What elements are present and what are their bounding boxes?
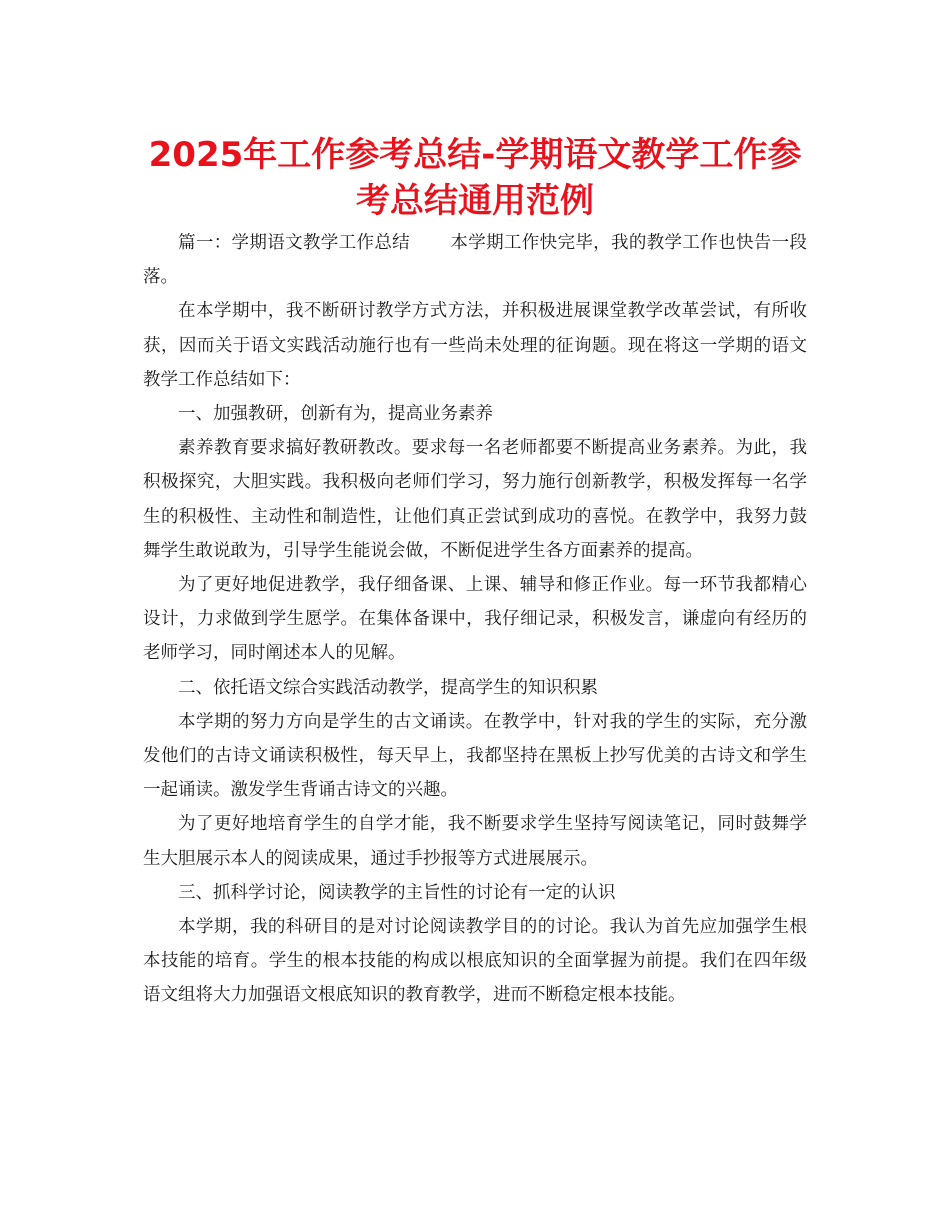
paragraph-2: 素养教育要求搞好教研教改。要求每一名老师都要不断提高业务素养。为此，我积极探究，大胆实践。我积极向老师们学习，努力施行创新教学，积极发挥每一名学生的积极性、主动性和制造性，让他们真正尝试到成功的喜悦。在教学中，我努力鼓舞学生敢说敢为，引导学生能说会做，不断促进学生各方面素养的提高。 — [143, 438, 807, 561]
intro-text: 本学期工作快完毕，我的教学工作也快告一段落。 — [143, 233, 807, 288]
section-heading-2: 二、依托语文综合实践活动教学，提高学生的知识积累 — [178, 677, 598, 698]
intro-paragraph — [143, 226, 807, 294]
document-body — [143, 226, 807, 1013]
paragraph-5: 为了更好地培育学生的自学才能，我不断要求学生坚持写阅读笔记，同时鼓舞学生大胆展示本人的阅读成果，通过手抄报等方式进展展示。 — [143, 814, 807, 869]
document-title: 2025年工作参考总结-学期语文教学工作参考总结通用范例 — [148, 135, 802, 221]
paragraph-6: 本学期，我的科研目的是对讨论阅读教学目的的讨论。我认为首先应加强学生根本技能的培育。学生的根本技能的构成以根底知识的全面掌握为前提。我们在四年级语文组将大力加强语文根底知识的教育教学，进而不断稳定根本技能。 — [143, 917, 807, 1006]
intro-heading: 篇一：学期语文教学工作总结 — [178, 233, 411, 253]
paragraph-1: 在本学期中，我不断研讨教学方式方法，并积极进展课堂教学改革尝试，有所收获，因而关于语文实践活动施行也有一些尚未处理的征询题。现在将这一学期的语文教学工作总结如下： — [143, 301, 807, 390]
section-heading-3: 三、抓科学讨论，阅读教学的主旨性的讨论有一定的认识 — [178, 882, 616, 903]
section-heading-1: 一、加强教研，创新有为，提高业务素养 — [178, 404, 493, 425]
paragraph-4: 本学期的努力方向是学生的古文诵读。在教学中，针对我的学生的实际，充分激发他们的古诗文诵读积极性，每天早上，我都坚持在黑板上抄写优美的古诗文和学生一起诵读。激发学生背诵古诗文的兴趣。 — [143, 711, 807, 801]
paragraph-3: 为了更好地促进教学，我仔细备课、上课、辅导和修正作业。每一环节我都精心设计，力求做到学生愿学。在集体备课中，我仔细记录，积极发言，谦虚向有经历的老师学习，同时阐述本人的见解。 — [143, 575, 807, 664]
